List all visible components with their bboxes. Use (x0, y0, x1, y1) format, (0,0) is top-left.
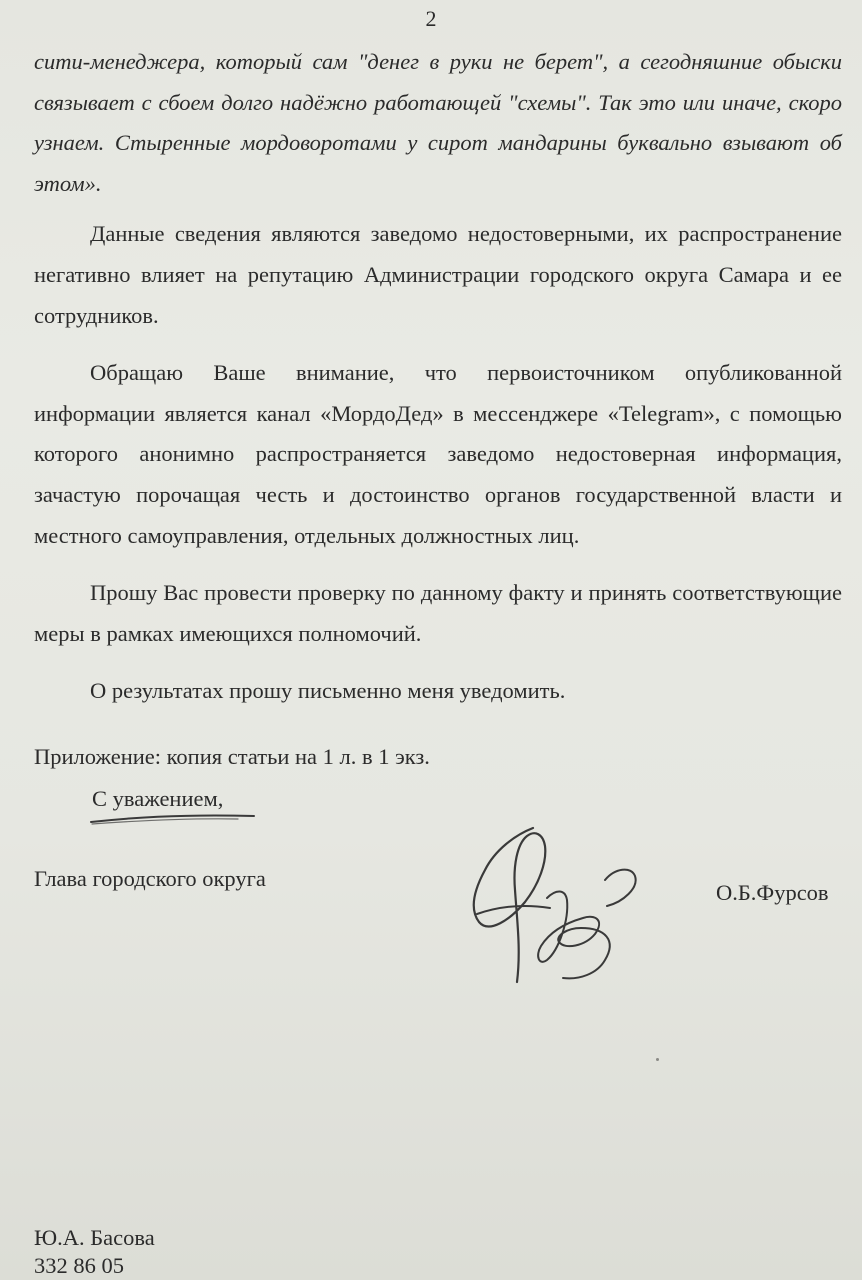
paragraph-notify-results: О результатах прошу письменно меня уведомить. (90, 678, 566, 704)
pen-underline-stroke (88, 808, 258, 830)
signer-position: Глава городского округа (34, 866, 266, 891)
signer-name: О.Б.Фурсов (716, 880, 829, 905)
paragraph-request-check: Прошу Вас провести проверку по данному факту и принять соответствующие меры в рамках имеющихся полномочий. (34, 580, 842, 646)
executor-name: Ю.А. Басова (34, 1225, 155, 1250)
attachment-note: Приложение: копия статьи на 1 л. в 1 экз. (34, 744, 430, 769)
handwritten-signature (455, 810, 645, 1000)
paragraph-source-channel: Обращаю Ваше внимание, что первоисточником опубликованной информации является канал «МордоДед» в мессенджере «Telegram», с помощью которого анонимно распространяется заведомо недостоверная информация, зачастую порочащая честь и достоинство органов государственной власти и местного самоуправления, отдельных должностных лиц. (34, 360, 842, 548)
paragraph-unreliable-info: Данные сведения являются заведомо недостоверными, их распространение негативно влияет на репутацию Администрации городского округа Самара и ее сотрудников. (34, 221, 842, 328)
page-number: 2 (425, 6, 437, 31)
executor-phone: 332 86 05 (34, 1253, 124, 1278)
letter-body (34, 42, 842, 729)
executor-block (34, 1224, 155, 1280)
closing-phrase: С уважением, (92, 786, 224, 811)
paper-speck (656, 1058, 659, 1061)
quoted-article-text: сити-менеджера, который сам "денег в руки не берет", а сегодняшние обыски связывает с сбоем долго надёжно работающей "схемы". Так это или иначе, скоро узнаем. Стыренные мордоворотами у сирот мандарины буквально взывают об этом». (34, 49, 842, 196)
